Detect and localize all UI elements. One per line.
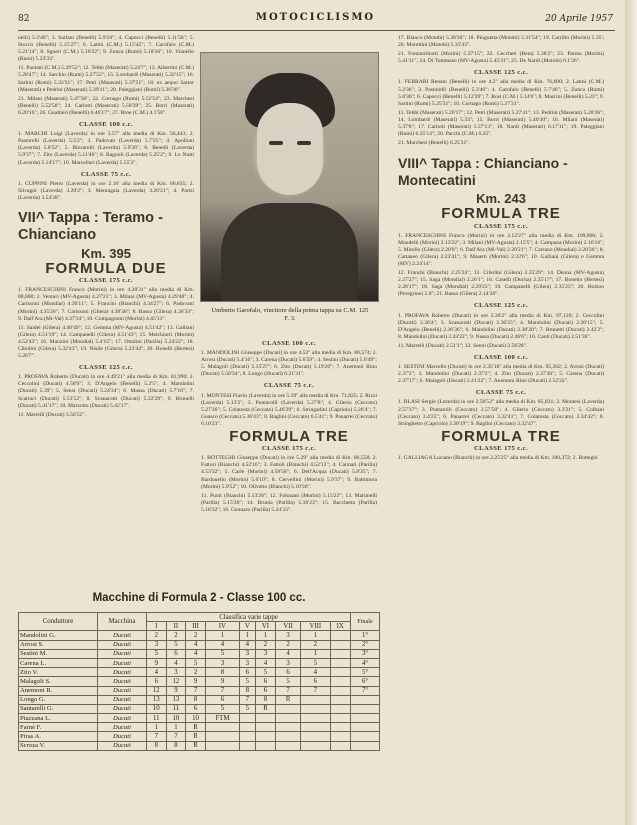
- stage-position: 10: [186, 714, 206, 723]
- driver-name: Arrosi S.: [19, 640, 98, 649]
- stage-header: VIII: [301, 622, 330, 631]
- stage-position: [255, 714, 275, 723]
- section-heading: CLASSE 100 c.c.: [79, 121, 133, 129]
- paragraph: 17. Blanco (Motobi) 5.30'30"; 18. Pinguetta (Motobi) 5.31'54"; 19. Carrillo (Morini) 5.35'; 20. Morettini (Motobi) 5.35'43".: [398, 35, 604, 49]
- stage-position: 4: [166, 658, 186, 667]
- final-position: 5°: [351, 668, 380, 677]
- paragraph: 1. BOTTEGHI Giuseppe (Ducati) in ore 5.29'' alla media di Km. 86,558; 2. Fattori (Bianchi) 4.52'16"; 3. Fattoli (Bianchi) 4.52'12"; 4. Caimati (Parilla) 4.53'32"; 5. Carle (Morini) 4.58'58"; 6. Dell'Acqua (Ducati) 5.8'35"; 7. Bardonello (Morini) 5.6'10"; 8. Cervellini (Morini) 5.9'37"; 9. Baltimora (Morini) 5.9'52"; 10. Olivetto (Bianchi) 5.10'36".: [201, 455, 377, 490]
- stage-position: [330, 695, 350, 704]
- machine-name: Ducati: [98, 723, 147, 732]
- stage-position: 2: [186, 631, 206, 640]
- stage-header: IV: [205, 622, 239, 631]
- stage-position: 11: [147, 714, 167, 723]
- stage-position: 5: [239, 704, 255, 713]
- column-header: Conduttore: [19, 613, 98, 631]
- paragraph: 1. FRANCESCHINI Franco (Morini) in ore 4.28'31" alla media di Km. 88,800; 2. Venturi (MV-Agusta) 4.27'21"; 3. Milani (MV-Agusta) 4.29'48"; 4. Carissoni (Mondial) 4.30'11"; 5. Francini (Bianchi) 4.34'27"; 6. Padovani (Morini) 4.35'26"; 7. Carissoni (Gilera) 4.38'38"; 8. Basso (Gilera) 4.36'33"; 9. Dall'Ara (Mi-Val) 4.37'34"; 10. Compagnoni (Morini) 4.45'13".: [18, 287, 194, 322]
- stage-position: [330, 686, 350, 695]
- stage-position: [276, 714, 301, 723]
- paragraph: 21. Fontanchiotti (Morini) 5.37'15"; 22. Ceccheti (Beta) 5.38'2"; 23. Parma (Morini) 5.41'11"; 24. Di Tommaso (MV-Agusta) 5.45'31"; 25. De Nardi (Motobi) 6.1'26".: [398, 51, 604, 65]
- table-row: [19, 732, 380, 741]
- stage-position: 3: [276, 658, 301, 667]
- stage-position: 5: [255, 668, 275, 677]
- stage-position: [276, 723, 301, 732]
- machine-name: Ducati: [98, 631, 147, 640]
- stage-position: 2: [301, 640, 330, 649]
- stage-position: [255, 723, 275, 732]
- column-header: Macchina: [98, 613, 147, 631]
- stage-position: 7: [276, 686, 301, 695]
- final-position: 6°: [351, 677, 380, 686]
- paragraph: 1. GALLIAGA Luciano (Bianchi) in ore 2.25'25" alla media di Km. 100,372; 2. Botteghi: [398, 455, 598, 462]
- stage-position: 6: [147, 677, 167, 686]
- stage-position: [255, 741, 275, 750]
- stage-position: 3: [239, 649, 255, 658]
- standings-table-title: Macchine di Formula 2 - Classe 100 cc.: [92, 592, 306, 604]
- stage-position: 5: [205, 649, 239, 658]
- stage-position: 6: [301, 677, 330, 686]
- section-heading: CLASSE 100 c.c.: [474, 354, 528, 361]
- stage-position: 5: [205, 704, 239, 713]
- stage-position: 11: [166, 704, 186, 713]
- stage-position: [301, 714, 330, 723]
- paragraph: 11. Punti (Bianchi) 5.13'26"; 12. Folonani (Morini) 5.15'22"; 13. Martinelli (Parilla) 5.15'36"; 14. Brunia (Parilla) 5.16'23"; 15. Bacchetta (Parilla) 5.18'32"; 16. Gennaro (Parilla) 5.24'33".: [201, 492, 377, 513]
- stage-position: [330, 658, 350, 667]
- stage-position: 13: [147, 695, 167, 704]
- paragraph: 1. MANDOLINI Giuseppe (Ducati) in ore 4.52'' alla media di Km. 80,574; 2. Arrosi (Ducati) 5.4'16"; 3. Carena (Ducati) 5.6'59"; 4. Sestini (Ducati) 5.6'49"; 5. Malagoli (Ducati) 5.15'27"; 6. Zito (Ducati) 5.19'26"; 7. Anemoni Rino (Ducati) 5.50'34"; 8. Longo (Ducati) 6.21'31".: [201, 350, 377, 378]
- stage-header: III: [186, 622, 206, 631]
- column-header: Finale: [351, 613, 380, 631]
- stage-position: [330, 732, 350, 741]
- table-row: [19, 658, 380, 667]
- stage-position: 7: [301, 686, 330, 695]
- stage-position: 7: [186, 686, 206, 695]
- paragraph: 1. SESTINI Marcello (Ducati) in ore 2.35'18" alla media di Km. 95,262; 2. Arrosi (Ducati) 2.37'2"; 3. Mandolini (Ducati) 2.37'2"; 4. Zito (Ducati) 2.37'30"; 5. Carena (Ducati) 2.37'17"; 6. Malagoli (Ducati) 2.41'22"; 7. Anemoni Rino (Ducati) 2.52'22".: [398, 364, 604, 385]
- table-row: [19, 723, 380, 732]
- driver-name: Carena L.: [19, 658, 98, 667]
- stage-header: VII: [276, 622, 301, 631]
- final-position: 4°: [351, 658, 380, 667]
- paragraph: 1. PROFAVA Roberto (Ducati) in ore 4.49'21" alla media di Km. 81,990; 2. Ceccolini (Ducati) 4.50'9"; 3. D'Angelo (Benelli) 5.2'5"; 4. Mandolini (Ducati) 5.39''; 5. Sensi (Ducati) 5.24'34"; 6. Massa (Ducati) 5.7'16"; 7. Scarinci (Ducati) 5.53'52"; 8. Scanarotti (Ducati) 5.32'29"; 9. Brunelli (Ducati) 5.41'17"; 10. Marzotto (Ducati) 5.42'17".: [18, 374, 194, 409]
- section-heading: CLASSE 175 c.c.: [79, 277, 133, 285]
- stage-position: 2: [147, 631, 167, 640]
- driver-name: Sestini M.: [19, 649, 98, 658]
- stage-position: 7: [239, 695, 255, 704]
- stage-position: 8: [205, 668, 239, 677]
- stage-position: 5: [166, 640, 186, 649]
- stage-position: 3: [255, 649, 275, 658]
- paragraph: 1. FERRARI Renato (Benelli) in ore 4.2'' alla media di Km. 76,600; 2. Latini (C.M.) 5.2'36"; 3. Pastorelli (Benelli) 5.3'46"; 4. Garofalo (Benelli) 5.7'46"; 5. Zonca (Rumi) 5.8'30"; 6. Capocci (Benelli) 5.12'29"; 7. Rosi (C.M.) 5.14'6"; 8. Marcini (Benelli) 5.23''; 9. Sartini (Rumi) 5.25'31"; 10. Cornago (Rumi) 5.27'31".: [398, 79, 604, 107]
- paragraph: 1. BLASI Sergio (Laverda) in ore 2.56'52" alla media di Km. 85,831; 2. Montesi (Laverda) 2.57'37"; 3. Pontarolli (Ceccato) 2.57'50"; 4. Gilerio (Ceccato) 3.3'21"; 5. Colbani (Ceccato) 3.4'25"; 6. Panarrei (Ceccato) 3.32'41"; 7. Colatosta (Ceccato) 3.34'42"; 8. Stringhetto (Capriolo) 3.30'19"; 9. Baglini (Ceccato) 3.32'47".: [398, 399, 604, 427]
- stage-position: [330, 723, 350, 732]
- stage-position: [276, 732, 301, 741]
- stage-position: [301, 704, 330, 713]
- stage-position: 4: [276, 649, 301, 658]
- stage-position: [205, 723, 239, 732]
- stage-position: 12: [147, 686, 167, 695]
- formula-title: FORMULA TRE: [441, 205, 561, 223]
- paragraph: 11. Marrelli (Ducati) 5.56'52".: [18, 411, 87, 418]
- stage-distance: Km. 243: [476, 191, 526, 207]
- stage-position: 6: [166, 649, 186, 658]
- stage-position: 3: [166, 668, 186, 677]
- stage-position: [239, 732, 255, 741]
- formula-title: FORMULA TRE: [229, 428, 349, 446]
- stage-header: IX: [330, 622, 350, 631]
- stage-position: [330, 649, 350, 658]
- section-heading: CLASSE 125 c.c.: [79, 364, 133, 372]
- stage-header: II: [166, 622, 186, 631]
- final-position: [351, 741, 380, 750]
- stage-position: [301, 695, 330, 704]
- stage-position: 13: [166, 695, 186, 704]
- stage-position: [276, 704, 301, 713]
- section-heading: CLASSE 125 c.c.: [474, 69, 528, 77]
- final-position: [351, 704, 380, 713]
- driver-name: Zito V.: [19, 668, 98, 677]
- stage-position: [301, 741, 330, 750]
- header-rule: [18, 30, 615, 31]
- stage-position: 2: [166, 631, 186, 640]
- stage-header: V: [239, 622, 255, 631]
- paragraph: 1. MARCHI Luigi (Laverda) in ore 3.57'' alla media di Km. 56,443; 2. Pastorelli (Laverda) 5.5'2"; 3. Padovan (Laverda) 5.7'25"; 4. Apolloni (Laverda) 5.8'52"; 5. Bizzarelli (Laverda) 5.9'36"; 6. Benelli (Laverda) 5.9'37"; 7. Zito (Laverda) 5.11'46"; 8. Bagnoli (Laverda) 5.25'2"; 9. Lo Nutti (Laverda) 5.14'17"; 10. Marcellari (Laverda) 5.55'3".: [18, 131, 194, 166]
- machine-name: Ducati: [98, 658, 147, 667]
- stage-position: 8: [186, 695, 206, 704]
- paragraph: nelli) 5.3'46"; 3. Sarlani (Benelli) 5.9'16"; 4. Capocci (Benelli) 5.11'58"; 5. Stocco (Benelli) 5.15'27"; 6. Latini (C.M.) 5.15'45"; 7. Garofalo (C.M.) 5.21'14"; 8. Sgueri (C.M.) 5.16'22"; 9. Zonca (Rumi) 5.18'36"; 10. Vianello (Rumi) 5.23'33".: [18, 35, 194, 63]
- paragraph: 1. MONTESI Flavio (Laverda) in ore 5.19'' alla media di Km. 71,825; 2. Rizzi (Laverda) 5.13'2"; 3. Pontarolli (Laverda) 5.27'8"; 4. Gilerio (Ceccato) 5.27'36"; 5. Colatosta (Ceccato) 5.46'29"; 6. Stringadini (Capriolo) 5.26'4"; 7. Guasco (Ceccato) 5.36'43"; 8. Baglini (Ceccato) 6.5'41"; 9. Panarrei (Ceccato) 6.10'23".: [201, 392, 377, 427]
- final-position: 2°: [351, 640, 380, 649]
- stage-position: 3: [147, 640, 167, 649]
- stage-position: 2: [255, 640, 275, 649]
- table-row: [19, 741, 380, 750]
- stage-position: 9: [205, 677, 239, 686]
- stage-position: 4: [186, 649, 206, 658]
- stage-position: 1: [147, 723, 167, 732]
- stage-position: [330, 677, 350, 686]
- section-heading: CLASSE 75 c.c.: [80, 170, 132, 178]
- paragraph: 1. CUPPINI Pietro (Laverda) in ore 2.16' alla media di Km. 60,835; 2. Silvagni (Laverda) 3.20'2"; 3. Menragaia (Laverda) 3.26'21"; 4. Parisi (Laverda) 3.54'28".: [18, 180, 194, 201]
- paragraph: 21. Marchesi (Benelli) 6.25'31".: [398, 140, 470, 147]
- stage-position: 8: [147, 741, 167, 750]
- final-position: [351, 695, 380, 704]
- stage-position: 6: [255, 686, 275, 695]
- stage-position: 1: [166, 723, 186, 732]
- page-edge: [625, 0, 637, 825]
- stage-position: 8: [166, 741, 186, 750]
- final-position: [351, 723, 380, 732]
- magazine-title: MOTOCICLISMO: [255, 12, 376, 23]
- column-group-header: Classifica varie tappe: [147, 613, 351, 622]
- machine-name: Ducati: [98, 668, 147, 677]
- paragraph: 11. Tebbi (Maserati) 5.26'17"; 12. Petri (Maserati) 5.27'41"; 13. Pedrini (Maserati) 5.28'36"; 14. Lombardi (Maserati) 5.33''; 15. Borri (Maserati) 5.40'30"; 16. Milani (Maserati) 5.37'8"; 17. Carlotti (Maserati) 5.37'13"; 18. Nardi (Maserati) 6.17'11"; 19. Paleggiani (Rumi) 6.25'14"; 20. Pacchi (C.M.) 6.25''.: [398, 109, 604, 138]
- table-row: [19, 714, 380, 723]
- formula-title: FORMULA DUE: [45, 260, 167, 278]
- stage-position: [330, 640, 350, 649]
- section-heading: CLASSE 175 c.c.: [474, 222, 528, 230]
- driver-name: Farnè F.: [19, 723, 98, 732]
- stage-position: R: [186, 723, 206, 732]
- stage-position: [276, 741, 301, 750]
- stage-position: 3: [276, 631, 301, 640]
- machine-name: Ducati: [98, 695, 147, 704]
- stage-position: [239, 714, 255, 723]
- rider-portrait-photo: [200, 52, 379, 302]
- table-row: [19, 704, 380, 713]
- stage-position: 4: [147, 668, 167, 677]
- issue-date: 20 Aprile 1957: [545, 14, 613, 24]
- stage-position: 6: [276, 668, 301, 677]
- machine-name: Ducati: [98, 704, 147, 713]
- stage-position: 8: [255, 695, 275, 704]
- table-row: [19, 649, 380, 658]
- section-heading: CLASSE 175 c.c.: [474, 444, 528, 452]
- stage-position: 3: [205, 658, 239, 667]
- machine-name: Ducati: [98, 732, 147, 741]
- column-right: [398, 35, 604, 820]
- stage-position: [330, 668, 350, 677]
- stage-position: 6: [186, 704, 206, 713]
- stage-header: I: [147, 622, 167, 631]
- stage-position: R: [186, 732, 206, 741]
- driver-name: Malagoli S.: [19, 677, 98, 686]
- paragraph: 12. Franchi (Bianchi) 2.25'24"; 13. Cibolini (Gilera) 2.25'29"; 14. Denna (MV-Agusta) 2.27'27"; 15. Saga (Mondial) 2.26'1"; 16. Caselli (Ducha) 2.25'17"; 17. Bonetto (Bertesi) 2.28'17"; 18. Saga (Mondial) 2.29'22"; 19. Campanelli (Gilera) 2.35'25"; 20. Bolzon (Peregrine) 2.8''; 21. Basso (Gilera) 2.14'28".: [398, 270, 604, 298]
- stage-position: 6: [255, 677, 275, 686]
- driver-name: Longo G.: [19, 695, 98, 704]
- driver-name: Santarelli G.: [19, 704, 98, 713]
- stage-position: 4: [205, 640, 239, 649]
- table-row: [19, 686, 380, 695]
- stage-position: [239, 723, 255, 732]
- machine-name: Ducati: [98, 677, 147, 686]
- section-heading: CLASSE 75 c.c.: [475, 389, 527, 397]
- stage-position: 2: [186, 668, 206, 677]
- final-position: 3°: [351, 649, 380, 658]
- machine-name: Ducati: [98, 640, 147, 649]
- stage-position: 7: [147, 732, 167, 741]
- stage-position: 4: [186, 640, 206, 649]
- stage-position: [205, 732, 239, 741]
- stage-position: 1: [239, 631, 255, 640]
- final-position: 7°: [351, 686, 380, 695]
- stage-position: 5: [276, 677, 301, 686]
- stage-position: 9: [186, 677, 206, 686]
- stage-position: 7: [205, 686, 239, 695]
- driver-name: Anemoni R.: [19, 686, 98, 695]
- stage-position: 7: [166, 732, 186, 741]
- stage-position: [205, 741, 239, 750]
- table-row: [19, 631, 380, 640]
- paragraph: 21. Milani (Maserati) 5.47'36"; 22. Cornago (Rumi) 5.51'54"; 23. Marchesi (Benelli) 5.52'58"; 24. Carlotti (Maserati) 5.58'39"; 25. Borri (Maserati) 6.20'16"; 26. Gualtieri (Benelli) 6.46'17"; 27. Broe (C.M.) 4.1'56".: [18, 95, 194, 116]
- stage-position: 3: [239, 658, 255, 667]
- formula-title: FORMULA TRE: [441, 427, 561, 445]
- stage-position: 5: [186, 658, 206, 667]
- stage-position: [330, 704, 350, 713]
- stage-position: 2: [276, 640, 301, 649]
- page-number: 82: [18, 14, 30, 24]
- paragraph: 1. FRANCESCHINI Franco (Morini) in ore 2.12'27" alla media di Km. 109,800; 2. Mondelli (Morini) 2.13'22"; 3. Milani (MV-Agusta) 2.15'5"; 4. Campana (Morini) 2.16'16"; 5. Mirello (Gilera) 2.20'8"; 6. Dall'Ara (Mi-Val) 2.20'21"; 7. Carrano (Mondial) 2.20'36"; 8. Cattaneo (Gilera) 2.23'41"; 9. Masetti (Morini) 2.33'6"; 10. Galliani (Gilera) e Gemma (MV) 2.24'14".: [398, 232, 604, 267]
- stage-title: VII^ Tappa : Teramo - Chianciano: [18, 209, 163, 243]
- paragraph: 11. Marrelli (Ducati) 2.51'1"; 12. Senni (Ducati) 2.56'28".: [398, 342, 528, 349]
- stage-position: [330, 741, 350, 750]
- final-position: [351, 732, 380, 741]
- machine-name: Ducati: [98, 649, 147, 658]
- stage-position: R: [186, 741, 206, 750]
- stage-position: 1: [205, 631, 239, 640]
- section-heading: CLASSE 125 c.c.: [474, 302, 528, 310]
- standings-table: [18, 612, 380, 751]
- section-heading: CLASSE 75 c.c.: [263, 382, 315, 390]
- driver-name: Scroza V.: [19, 741, 98, 750]
- stage-position: 9: [147, 658, 167, 667]
- photo-caption: Umberto Garofalo, vincitore della prima tappa su C.M. 125 F. 3.: [211, 307, 369, 323]
- stage-position: [330, 714, 350, 723]
- section-heading: CLASSE 100 c.c.: [262, 340, 316, 347]
- stage-position: 10: [166, 714, 186, 723]
- stage-position: [330, 631, 350, 640]
- stage-position: 5: [147, 649, 167, 658]
- stage-position: R: [276, 695, 301, 704]
- stage-position: R: [255, 704, 275, 713]
- table-row: [19, 677, 380, 686]
- machine-name: Ducati: [98, 686, 147, 695]
- driver-name: Mandolini G.: [19, 631, 98, 640]
- stage-position: 6: [205, 695, 239, 704]
- column-middle: [201, 336, 377, 588]
- driver-name: Piazzana L.: [19, 714, 98, 723]
- stage-title: VIII^ Tappa : Chianciano - Montecatini: [398, 155, 568, 189]
- stage-position: 6: [239, 668, 255, 677]
- section-heading: CLASSE 175 c.c.: [262, 445, 316, 453]
- stage-position: [301, 723, 330, 732]
- stage-position: 1: [255, 631, 275, 640]
- machine-name: Ducati: [98, 741, 147, 750]
- stage-position: 4: [301, 668, 330, 677]
- stage-position: [255, 732, 275, 741]
- stage-position: [239, 741, 255, 750]
- page-header: [18, 12, 613, 28]
- stage-position: 8: [239, 686, 255, 695]
- stage-position: 1: [301, 649, 330, 658]
- driver-name: Piras A.: [19, 732, 98, 741]
- stage-position: FTM: [205, 714, 239, 723]
- stage-position: 4: [239, 640, 255, 649]
- machine-name: Ducati: [98, 714, 147, 723]
- table-row: [19, 668, 380, 677]
- column-left: [18, 35, 194, 590]
- stage-position: 12: [166, 677, 186, 686]
- table-row: [19, 695, 380, 704]
- paragraph: 1. PROFAVA Roberto (Ducati) in ore 2.36'2" alla media di Km. 97,120; 2. Ceccolini (Ducati) 2.36'4"; 3. Scanarotti (Ducati) 2.36'25"; 4. Mandolini (Ducati) 2.36'15"; 5. D'Angelo (Benelli) 2.36'36"; 6. Mandolini (Ducati) 2.38'20"; 7. Brunetti (Ducati) 2.42'2"; 8. Mandolini (Ducati) 2.43'22"; 9. Nassa (Ducati) 2.46'6"; 10. Canti (Ducati) 2.51'38".: [398, 312, 604, 340]
- stage-position: 4: [255, 658, 275, 667]
- stage-header: VI: [255, 622, 275, 631]
- paragraph: 11. Saidel (Gilera) 4.40'49"; 12. Gemma (MV-Agusta) 4.51'42"; 13. Galliani (Gilera) 4.51'19"; 14. Campanelli (Gilera) 4.51'43"; 15. Melchiorri (Morini) 4.52'43"; 16. Manzini (Mondial) 5.4'15"; 17. Ottolini (Parilla) 5.24'22"; 18. Cibolini (Gilera) 5.32'43"; 19. Nisile (Gilera) 5.22'44"; 20. Bonelli (Bertesi) 5.26'7".: [18, 324, 194, 360]
- stage-position: [301, 732, 330, 741]
- final-position: [351, 714, 380, 723]
- stage-position: 9: [166, 686, 186, 695]
- stage-position: 5: [301, 658, 330, 667]
- stage-position: 10: [147, 704, 167, 713]
- stage-position: 5: [239, 677, 255, 686]
- stage-position: 1: [301, 631, 330, 640]
- paragraph: 11. Paolani (C.M.) 5.29'52"; 12. Tebbi (Maserati) 5.24'7"; 13. Albertini (C.M.) 5.28'47"; 14. Sarchio (Rumi) 5.27'52"; 15. Lombardi (Maserati) 5.32'15"; 16. Sartini (Rumi) 5.33'31"; 17. Petri (Maserati) 5.37'51"; 18. ex aequo Sartor (Maserati) e Pedrini (Maserati) 5.39'11"; 20. Paleggiani (Rumi) 5.36'30".: [18, 65, 194, 93]
- table-row: [19, 640, 380, 649]
- stage-distance: Km. 395: [81, 245, 131, 261]
- final-position: 1°: [351, 631, 380, 640]
